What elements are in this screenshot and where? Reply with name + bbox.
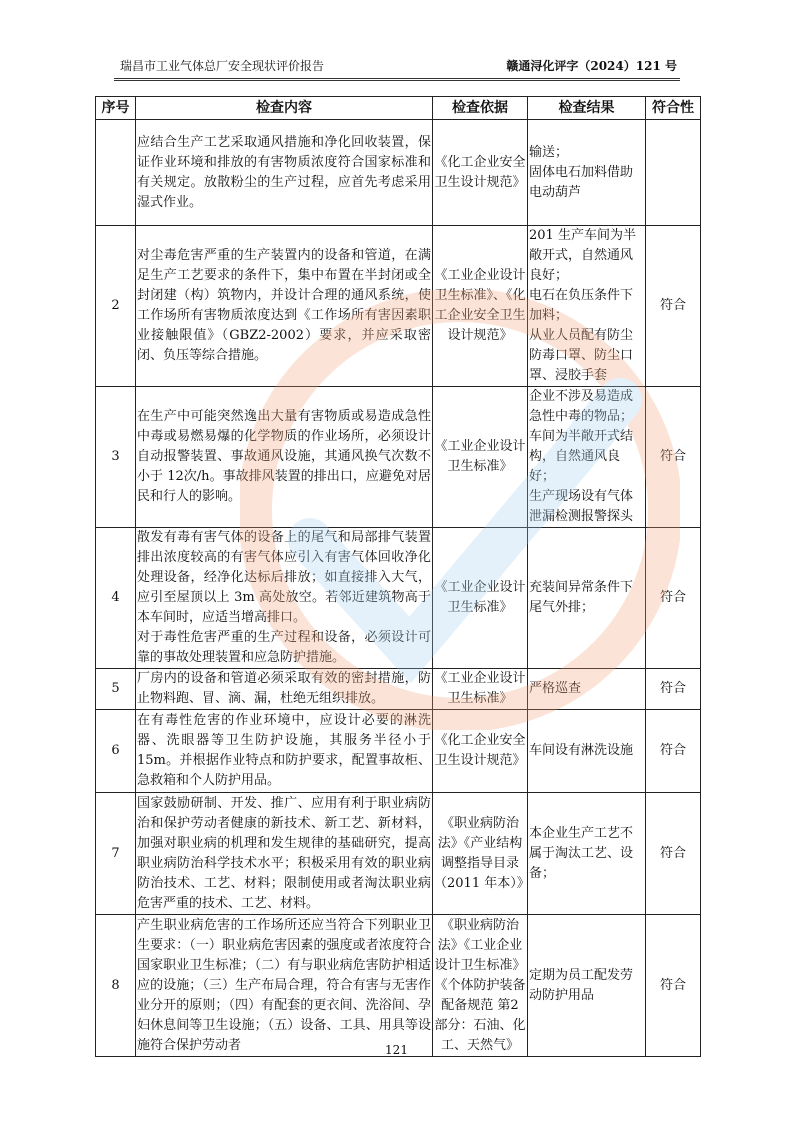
- row-basis: 《化工企业安全卫生设计规范》: [433, 710, 528, 793]
- row-result: 本企业生产工艺不属于淘汰工艺、设备；: [528, 793, 646, 915]
- row-number: 8: [96, 915, 136, 1057]
- row-content: 散发有毒有害气体的设备上的尾气和局部排气装置排出浓度较高的有害气体应引入有害气体回收净化处理设备，经净化达标后排放；如直接排入大气，应引至屋顶以上 3m 高处放空。若邻近建筑物高于本车间时，应适当增高排口。 对于毒性危害严重的生产过程和设备，必须设计可靠的事故处理装置和应急防护措施。: [136, 528, 433, 669]
- row-result: 严格巡查: [528, 669, 646, 710]
- table-row: [96, 669, 701, 710]
- col-header-content: 检查内容: [136, 97, 433, 120]
- row-result: 输送； 固体电石加料借助电动葫芦: [528, 120, 646, 226]
- report-number: 赣通浔化评字（2024）121 号: [506, 59, 677, 73]
- row-number: 3: [96, 387, 136, 528]
- row-conform: 符合: [646, 669, 701, 710]
- header-divider: [114, 78, 680, 79]
- col-header-no: 序号: [96, 97, 136, 120]
- row-conform: 符合: [646, 915, 701, 1057]
- table-row: [96, 120, 701, 226]
- row-content: 对尘毒危害严重的生产装置内的设备和管道，在满足生产工艺要求的条件下，集中布置在半封闭或全封闭建（构）筑物内，并设计合理的通风系统，使工作场所有害物质浓度达到《工作场所有害因素职业接触限值》（GBZ2-2002）要求，并应采取密闭、负压等综合措施。: [136, 226, 433, 387]
- table-row: [96, 793, 701, 915]
- row-conform: 符合: [646, 793, 701, 915]
- table-header-row: [96, 97, 701, 120]
- row-number: 5: [96, 669, 136, 710]
- inspection-table: [95, 96, 701, 1057]
- row-content: 在有毒性危害的作业环境中，应设计必要的淋洗器、洗眼器等卫生防护设施，其服务半径小于15m。并根据作业特点和防护要求，配置事故柜、急救箱和个人防护用品。: [136, 710, 433, 793]
- row-conform: 符合: [646, 387, 701, 528]
- row-basis: 《工业企业设计卫生标准》、《化工企业安全卫生设计规范》: [433, 226, 528, 387]
- row-number: 6: [96, 710, 136, 793]
- table-row: [96, 710, 701, 793]
- row-number: 7: [96, 793, 136, 915]
- row-conform: 符合: [646, 528, 701, 669]
- row-basis: 《工业企业设计卫生标准》: [433, 387, 528, 528]
- row-content: 国家鼓励研制、开发、推广、应用有利于职业病防治和保护劳动者健康的新技术、新工艺、新材料，加强对职业病的机理和发生规律的基础研究，提高职业病防治科学技术水平；积极采用有效的职业病防治技术、工艺、材料；限制使用或者淘汰职业病危害严重的技术、工艺、材料。: [136, 793, 433, 915]
- row-result: 车间设有淋洗设施: [528, 710, 646, 793]
- row-result: 企业不涉及易造成急性中毒的物品； 车间为半敞开式结构，自然通风良好； 生产现场设有气体泄漏检测报警探头: [528, 387, 646, 528]
- row-conform: 符合: [646, 226, 701, 387]
- table-row: [96, 226, 701, 387]
- page-number: 121: [385, 1043, 408, 1057]
- row-result: 201 生产车间为半敞开式，自然通风良好； 电石在负压条件下加料； 从业人员配有防尘防毒口罩、防尘口罩、浸胶手套: [528, 226, 646, 387]
- row-number: [96, 120, 136, 226]
- row-result: 充装间异常条件下尾气外排；: [528, 528, 646, 669]
- row-content: 应结合生产工艺采取通风措施和净化回收装置，保证作业环境和排放的有害物质浓度符合国家标准和有关规定。放散粉尘的生产过程，应首先考虑采用湿式作业。: [136, 120, 433, 226]
- row-result: 定期为员工配发劳动防护用品: [528, 915, 646, 1057]
- row-number: 2: [96, 226, 136, 387]
- header-divider-secondary: [114, 80, 680, 81]
- col-header-result: 检查结果: [528, 97, 646, 120]
- row-content: 在生产中可能突然逸出大量有害物质或易造成急性中毒或易燃易爆的化学物质的作业场所，必须设计自动报警装置、事故通风设施，其通风换气次数不小于 12次/h。事故排风装置的排出口，应避免对居民和行人的影响。: [136, 387, 433, 528]
- row-basis: 《工业企业设计卫生标准》: [433, 669, 528, 710]
- col-header-basis: 检查依据: [433, 97, 528, 120]
- table-row: [96, 387, 701, 528]
- row-content: 产生职业病危害的工作场所还应当符合下列职业卫生要求：（一）职业病危害因素的强度或者浓度符合国家职业卫生标准；（二）有与职业病危害防护相适应的设施；（三）生产布局合理，符合有害与无害作业分开的原则；（四）有配套的更衣间、洗浴间、孕妇休息间等卫生设施；（五）设备、工具、用具等设施符合保护劳动者: [136, 915, 433, 1057]
- row-basis: 《职业病防治法》《产业结构调整指导目录（2011 年本）》: [433, 793, 528, 915]
- row-conform: 符合: [646, 710, 701, 793]
- table-row: [96, 915, 701, 1057]
- row-number: 4: [96, 528, 136, 669]
- col-header-conform: 符合性: [646, 97, 701, 120]
- row-basis: 《化工企业安全卫生设计规范》: [433, 120, 528, 226]
- report-title: 瑞昌市工业气体总厂安全现状评价报告: [120, 59, 325, 73]
- table-row: [96, 528, 701, 669]
- row-basis: 《职业病防治法》《工业企业设计卫生标准》《个体防护装备配备规范 第2 部分：石油、化工、天然气》: [433, 915, 528, 1057]
- row-basis: 《工业企业设计卫生标准》: [433, 528, 528, 669]
- row-conform: [646, 120, 701, 226]
- row-content: 厂房内的设备和管道必须采取有效的密封措施，防止物料跑、冒、滴、漏，杜绝无组织排放。: [136, 669, 433, 710]
